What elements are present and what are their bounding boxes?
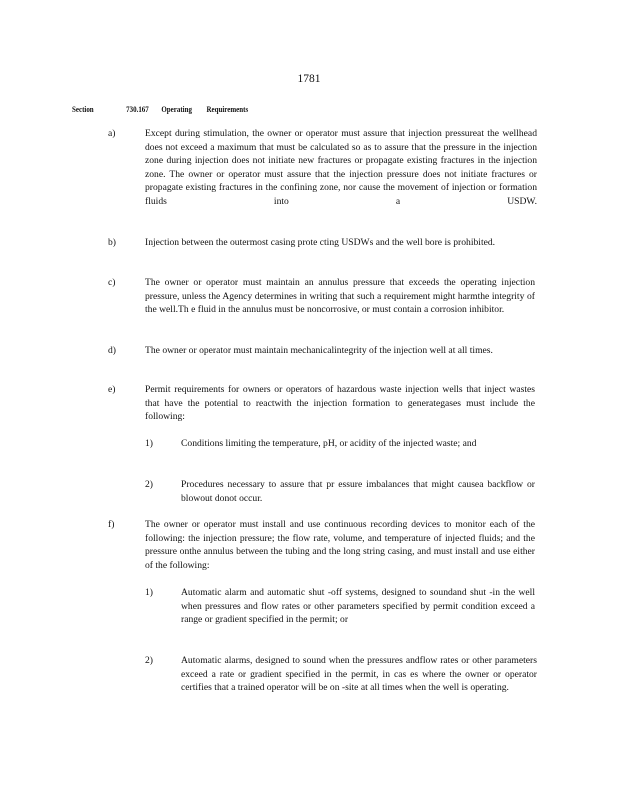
subitem-label-e-1: 1) bbox=[145, 438, 153, 449]
item-text-a: Except during stimulation, the owner or operator must assure that injection pressureat the wellhead does not exceed a maximum that must be calculated so as to assure that the pressure in the injection zone during injection does not initiate new fractures or propagate existing fractures in the injection zone. The owner or operator must assure that the injection pressure does not initiate fractures or propagate existing fractures in the confining zone, nor cause the movement of injection or formation fluids into a USDW. bbox=[145, 128, 537, 207]
section-title-part-1: Operating bbox=[161, 104, 192, 114]
section-word: Section bbox=[72, 104, 94, 114]
subitem-label-f-1: 1) bbox=[145, 587, 153, 598]
item-label-b: b) bbox=[108, 237, 116, 248]
subitem-text-f-2: Automatic alarms, designed to sound when the pressures andflow rates or other parameters exceed a rate or gradient specified in the permit, in cas es where the owner or operator certifies that a trained operator will be on -site at all times when the well is operating. bbox=[181, 655, 537, 694]
subitem-text-f-1: Automatic alarm and automatic shut -off systems, designed to soundand shut -in the well when pressures and flow rates or other parameters specified by permit condition exceed a range or gradient specified in the permit; or bbox=[181, 587, 535, 626]
item-text-c: The owner or operator must maintain an annulus pressure that exceeds the operating injection pressure, unless the Agency determines in writing that such a requirement might harmthe integrity of the well.Th e fluid in the annulus must be noncorrosive, or must contain a corrosion inhibitor. bbox=[145, 277, 535, 316]
item-text-e: Permit requirements for owners or operators of hazardous waste injection wells that inject wastes that have the potential to reactwith the injection formation to generategases must include the following: bbox=[145, 384, 535, 423]
subitem-label-f-2: 2) bbox=[145, 655, 153, 666]
item-label-d: d) bbox=[108, 345, 116, 356]
item-label-e: e) bbox=[108, 384, 116, 395]
item-label-c: c) bbox=[108, 277, 116, 288]
section-heading bbox=[72, 104, 248, 114]
item-label-a: a) bbox=[108, 128, 116, 139]
section-title-part-2: Requirements bbox=[206, 104, 249, 114]
subitem-label-e-2: 2) bbox=[145, 479, 153, 490]
page-number: 1781 bbox=[297, 73, 321, 85]
subitem-text-e-2: Procedures necessary to assure that pr essure imbalances that might causea backflow or blowout donot occur. bbox=[181, 479, 535, 504]
item-label-f: f) bbox=[108, 519, 115, 530]
item-text-f: The owner or operator must install and use continuous recording devices to monitor each of the following: the injection pressure; the flow rate, volume, and temperature of injected fluids; and the pressure onthe annulus between the tubing and the long string casing, and must install and use either of the following: bbox=[145, 519, 535, 571]
section-number: 730.167 bbox=[126, 104, 149, 114]
item-text-b: Injection between the outermost casing prote cting USDWs and the well bore is prohibited. bbox=[145, 237, 496, 248]
subitem-text-e-1: Conditions limiting the temperature, pH, or acidity of the injected waste; and bbox=[181, 438, 477, 449]
item-text-d: The owner or operator must maintain mechanicalintegrity of the injection well at all times. bbox=[145, 345, 493, 356]
